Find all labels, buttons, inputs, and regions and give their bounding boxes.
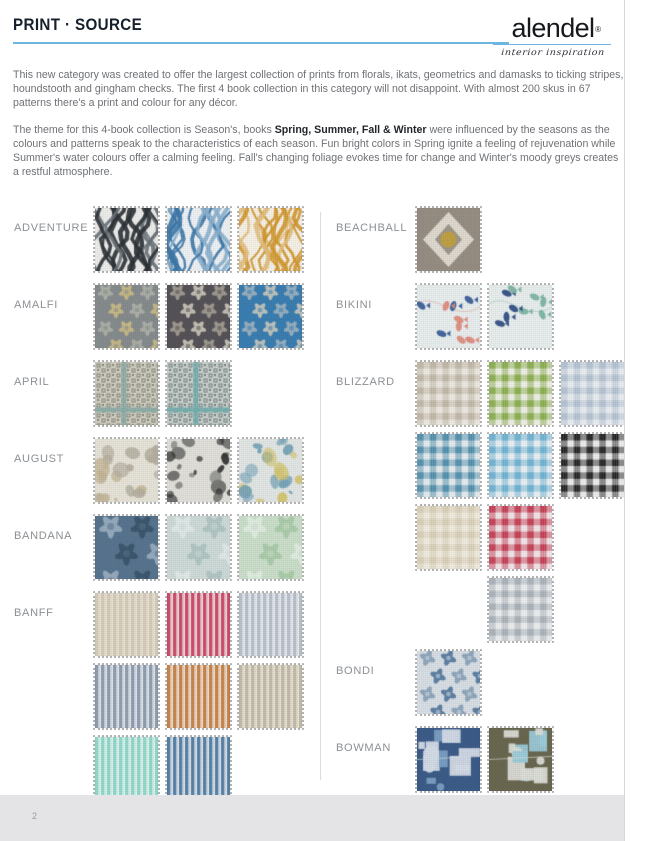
pattern-group — [330, 728, 636, 791]
fabric-swatch[interactable] — [239, 285, 302, 348]
pattern-name-label: BANDANA — [14, 530, 73, 542]
scrollbar-track[interactable] — [624, 0, 638, 841]
fabric-swatch[interactable] — [239, 208, 302, 271]
logo-divider — [493, 44, 611, 45]
fabric-swatch[interactable] — [417, 362, 480, 425]
swatch-image — [239, 439, 302, 502]
fabric-swatch[interactable] — [417, 285, 480, 348]
fabric-swatch[interactable] — [561, 434, 624, 497]
swatch-image — [239, 516, 302, 579]
swatch-image — [239, 665, 302, 728]
swatch-image — [95, 439, 158, 502]
swatch-image — [489, 434, 552, 497]
swatch-image — [489, 578, 552, 641]
fabric-swatch[interactable] — [239, 665, 302, 728]
fabric-swatch[interactable] — [417, 651, 480, 714]
page-header — [13, 13, 625, 74]
swatch-image — [239, 208, 302, 271]
pattern-name-label: BOWMAN — [336, 742, 392, 754]
swatch-image — [561, 434, 624, 497]
swatch-image — [167, 208, 230, 271]
swatch-image — [417, 434, 480, 497]
intro-p2-rest: were influenced by the seasons as the colours and patterns speak to the characteristics of each season. Fun bright colors in Spring ignite a feeling of rejuvenation while Summer's water colours offer a calming feeling. Fall's changing foliage evokes time for change and Winter's moody greys creates a restful atmosphere. — [13, 123, 619, 179]
swatch-image — [95, 593, 158, 656]
logo-tagline: interior inspiration — [500, 47, 606, 58]
swatch-grid — [417, 362, 636, 641]
pattern-name-label: BANFF — [14, 607, 54, 619]
swatch-grid — [95, 516, 314, 579]
fabric-swatch[interactable] — [95, 665, 158, 728]
fabric-swatch[interactable] — [95, 737, 158, 800]
swatch-image — [167, 285, 230, 348]
page-footer — [0, 795, 638, 841]
fabric-swatch[interactable] — [167, 737, 230, 800]
swatch-image — [417, 362, 480, 425]
swatch-image — [417, 285, 480, 348]
logo-trademark: ® — [595, 25, 601, 34]
pattern-group — [330, 285, 636, 348]
title-underline — [13, 42, 509, 44]
fabric-swatch[interactable] — [95, 362, 158, 425]
pattern-group — [330, 362, 636, 641]
fabric-swatch[interactable] — [489, 506, 552, 569]
swatch-grid — [417, 728, 636, 791]
pattern-column-left — [8, 208, 314, 841]
fabric-swatch[interactable] — [417, 208, 480, 271]
pattern-group — [330, 208, 636, 271]
column-divider — [320, 212, 321, 780]
pattern-name-label: BONDI — [336, 665, 375, 677]
fabric-swatch[interactable] — [489, 728, 552, 791]
swatch-image — [417, 728, 480, 791]
pattern-group — [8, 439, 314, 502]
pattern-name-label: ADVENTURE — [14, 222, 89, 234]
pattern-name-label: APRIL — [14, 376, 50, 388]
swatch-image — [95, 665, 158, 728]
swatch-image — [417, 208, 480, 271]
fabric-swatch[interactable] — [489, 434, 552, 497]
swatch-image — [95, 737, 158, 800]
fabric-swatch[interactable] — [489, 578, 552, 641]
fabric-swatch[interactable] — [95, 439, 158, 502]
fabric-swatch[interactable] — [167, 665, 230, 728]
logo-wordmark — [511, 13, 601, 43]
logo-wordmark-text: alendel — [511, 13, 595, 43]
fabric-swatch[interactable] — [167, 208, 230, 271]
swatch-image — [167, 362, 230, 425]
swatch-image — [489, 728, 552, 791]
pattern-group — [330, 651, 636, 714]
fabric-swatch[interactable] — [561, 362, 624, 425]
fabric-swatch[interactable] — [489, 285, 552, 348]
pattern-name-label: BEACHBALL — [336, 222, 408, 234]
swatch-image — [489, 362, 552, 425]
swatch-image — [167, 516, 230, 579]
swatch-grid — [417, 285, 636, 348]
swatch-image — [239, 593, 302, 656]
brand-logo — [493, 13, 613, 58]
pattern-column-right — [330, 208, 636, 841]
pattern-group — [8, 362, 314, 425]
intro-p2-lead: The theme for this 4-book collection is Season's, books — [13, 123, 275, 136]
swatch-image — [95, 362, 158, 425]
page-number: 2 — [32, 811, 38, 821]
swatch-image — [167, 439, 230, 502]
swatch-image — [561, 362, 624, 425]
fabric-swatch[interactable] — [167, 439, 230, 502]
pattern-name-label: AMALFI — [14, 299, 58, 311]
fabric-swatch[interactable] — [417, 434, 480, 497]
fabric-swatch[interactable] — [95, 208, 158, 271]
swatch-grid — [95, 208, 314, 271]
pattern-group — [8, 516, 314, 579]
swatch-image — [239, 285, 302, 348]
swatch-image — [489, 506, 552, 569]
intro-paragraph-2 — [13, 123, 625, 180]
swatch-image — [167, 737, 230, 800]
swatch-image — [417, 506, 480, 569]
intro-copy — [13, 68, 625, 191]
intro-paragraph-1: This new category was created to offer the largest collection of prints from florals, ikats, geometrics and damasks to ticking stripes, houndstooth and gingham checks. The first 4 book collection in this category will not disappoint. With almost 200 skus in 67 patterns there's a print and colour for any décor. — [13, 69, 624, 110]
pattern-columns — [0, 208, 638, 783]
page-title: PRINT · SOURCE — [13, 16, 143, 34]
fabric-swatch[interactable] — [167, 593, 230, 656]
swatch-image — [417, 651, 480, 714]
fabric-swatch[interactable] — [95, 285, 158, 348]
fabric-swatch[interactable] — [417, 506, 480, 569]
fabric-swatch[interactable] — [167, 362, 230, 425]
swatch-image — [95, 208, 158, 271]
fabric-swatch[interactable] — [239, 593, 302, 656]
fabric-swatch[interactable] — [417, 728, 480, 791]
fabric-swatch[interactable] — [167, 285, 230, 348]
swatch-grid — [417, 208, 636, 271]
fabric-swatch[interactable] — [239, 516, 302, 579]
swatch-image — [167, 665, 230, 728]
swatch-image — [489, 285, 552, 348]
fabric-swatch[interactable] — [167, 516, 230, 579]
swatch-grid — [95, 439, 314, 502]
pattern-name-label: BIKINI — [336, 299, 373, 311]
fabric-swatch[interactable] — [239, 439, 302, 502]
fabric-swatch[interactable] — [95, 593, 158, 656]
swatch-image — [167, 593, 230, 656]
fabric-swatch[interactable] — [95, 516, 158, 579]
swatch-grid — [417, 651, 636, 714]
swatch-image — [95, 516, 158, 579]
pattern-group — [8, 208, 314, 271]
swatch-image — [95, 285, 158, 348]
pattern-group — [8, 285, 314, 348]
fabric-swatch[interactable] — [489, 362, 552, 425]
swatch-grid — [95, 285, 314, 348]
intro-p2-books: Spring, Summer, Fall & Winter — [274, 123, 427, 136]
swatch-grid — [95, 362, 314, 425]
pattern-name-label: AUGUST — [14, 453, 65, 465]
pattern-name-label: BLIZZARD — [336, 376, 395, 388]
